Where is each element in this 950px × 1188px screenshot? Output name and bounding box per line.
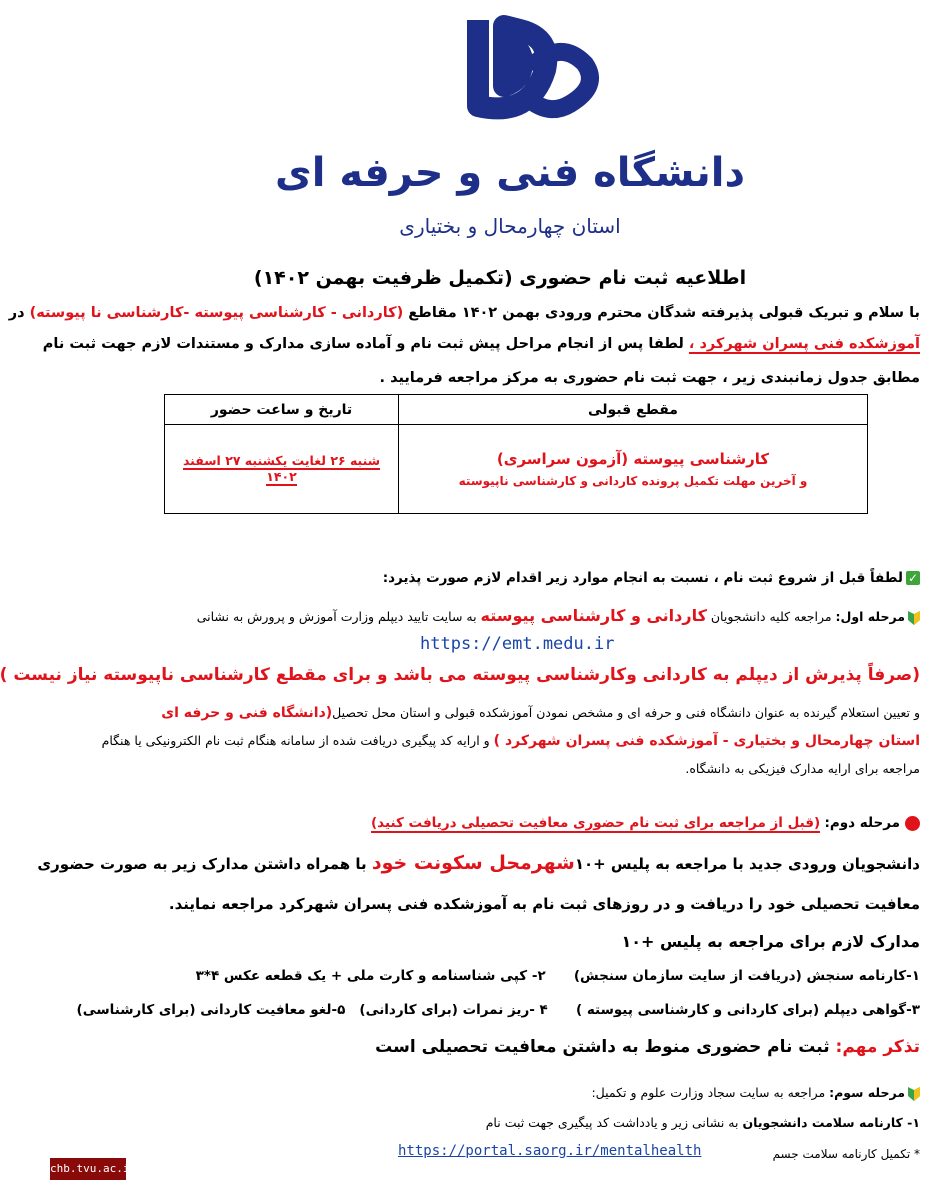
step1-line-c: مراجعه برای ارایه مدارک فیزیکی به دانشگاه. xyxy=(685,761,920,776)
shield-icon xyxy=(908,611,920,625)
schedule-table xyxy=(164,394,868,514)
col-header-level: مقطع قبولی xyxy=(399,395,868,425)
step3-item-1: ۱- کارنامه سلامت دانشجویان به نشانی زیر و یادداشت کد پیگیری جهت ثبت نام xyxy=(485,1115,920,1130)
table-cell-date xyxy=(165,425,399,514)
step2-heading: مرحله دوم: (قبل از مراجعه برای ثبت نام حضوری معافیت تحصیلی دریافت کنید) xyxy=(80,815,920,831)
check-icon: ✓ xyxy=(907,571,919,585)
level-main: کارشناسی پیوسته (آزمون سراسری) xyxy=(496,450,770,468)
step1-notice: (صرفاً پذیرش از دیپلم به کاردانی وکارشناسی پیوسته می باشد و برای مقطع کارشناسی ناپیوسته نیاز نیست ) xyxy=(0,665,920,685)
intro-line-1: با سلام و تبریک قبولی پذیرفته شدگان محترم ورودی بهمن ۱۴۰۲ مقاطع (کاردانی - کارشناسی پیوسته -کارشناسی نا پیوسته) در xyxy=(8,305,920,321)
logo-emblem-icon xyxy=(275,8,745,248)
step1-url[interactable]: https://emt.medu.ir xyxy=(420,634,615,654)
step2-docs-line-1: ۱-کارنامه سنجش (دریافت از سایت سازمان سنجش) ۲- کپی شناسنامه و کارت ملی + یک قطعه عکس ۴*۳ xyxy=(195,968,920,984)
step1-line: مرحله اول: مراجعه کلیه دانشجویان کاردانی و کارشناسی پیوسته به سایت تایید دیپلم وزارت آموزش و پرورش به نشانی xyxy=(80,606,920,625)
university-logo xyxy=(275,8,745,248)
intro-line-3: مطابق جدول زمانبندی زیر ، جهت ثبت نام حضوری به مرکز مراجعه فرمایید . xyxy=(379,370,920,386)
step1-line-a: و تعیین استعلام گیرنده به عنوان دانشگاه فنی و حرفه ای و مشخص نمودن آموزشکده قبولی و استان محل تحصیل(دانشگاه فنی و حرفه ای xyxy=(161,705,920,721)
step3-url[interactable]: https://portal.saorg.ir/mentalhealth xyxy=(398,1143,702,1159)
shield-icon xyxy=(908,1087,920,1101)
table-cell-level xyxy=(399,425,868,514)
intro-line-2: آموزشکده فنی پسران شهرکرد ، لطفا پس از انجام مراحل پیش ثبت نام و آماده سازی مدارک و مستندات لازم جهت ثبت نام xyxy=(42,336,920,352)
logo-title: دانشگاه فنی و حرفه ای xyxy=(275,150,745,196)
logo-subtitle: استان چهارمحال و بختیاری xyxy=(399,214,621,238)
page-title: اطلاعیه ثبت نام حضوری (تکمیل ظرفیت بهمن ۱۴۰۲) xyxy=(253,267,747,289)
step2-line-2: معافیت تحصیلی خود را دریافت و در روزهای ثبت نام به آموزشکده فنی پسران شهرکرد مراجعه نمایند. xyxy=(168,895,920,913)
step3-heading: مرحله سوم: مراجعه به سایت سجاد وزارت علوم و تکمیل: xyxy=(80,1085,920,1101)
step2-line-1: دانشجویان ورودی جدید با مراجعه به پلیس +۱۰شهرمحل سکونت خود با همراه داشتن مدارک زیر به صورت حضوری xyxy=(37,852,920,874)
step1-line-b: استان چهارمحال و بختیاری - آموزشکده فنی پسران شهرکرد ) و ارایه کد پیگیری دریافت شده از سامانه هنگام ثبت نام الکترونیکی یا هنگام xyxy=(101,733,920,749)
step2-reminder: تذکر مهم: ثبت نام حضوری منوط به داشتن معافیت تحصیلی است xyxy=(375,1037,920,1057)
step2-docs-line-2: ۳-گواهی دیپلم (برای کاردانی و کارشناسی پیوسته ) ۴ -ریز نمرات (برای کاردانی) ۵-لغو معافیت کاردانی (برای کارشناسی) xyxy=(76,1002,920,1018)
site-tag: chb.tvu.ac.ir xyxy=(50,1158,126,1180)
step2-docs-title: مدارک لازم برای مراجعه به پلیس +۱۰ xyxy=(621,932,920,951)
level-sub: و آخرین مهلت تکمیل پرونده کاردانی و کارشناسی ناپیوسته xyxy=(458,474,808,488)
step3-item-2: * تکمیل کارنامه سلامت جسم xyxy=(772,1147,920,1161)
date-value: شنبه ۲۶ لغایت یکشنبه ۲۷ اسفند ۱۴۰۲ xyxy=(182,453,381,484)
pre-note: ✓لطفاً قبل از شروع ثبت نام ، نسبت به انجام موارد زیر اقدام لازم صورت پذیرد: xyxy=(382,570,919,586)
red-dot-icon xyxy=(905,816,920,831)
col-header-date: تاریخ و ساعت حضور xyxy=(165,395,399,425)
